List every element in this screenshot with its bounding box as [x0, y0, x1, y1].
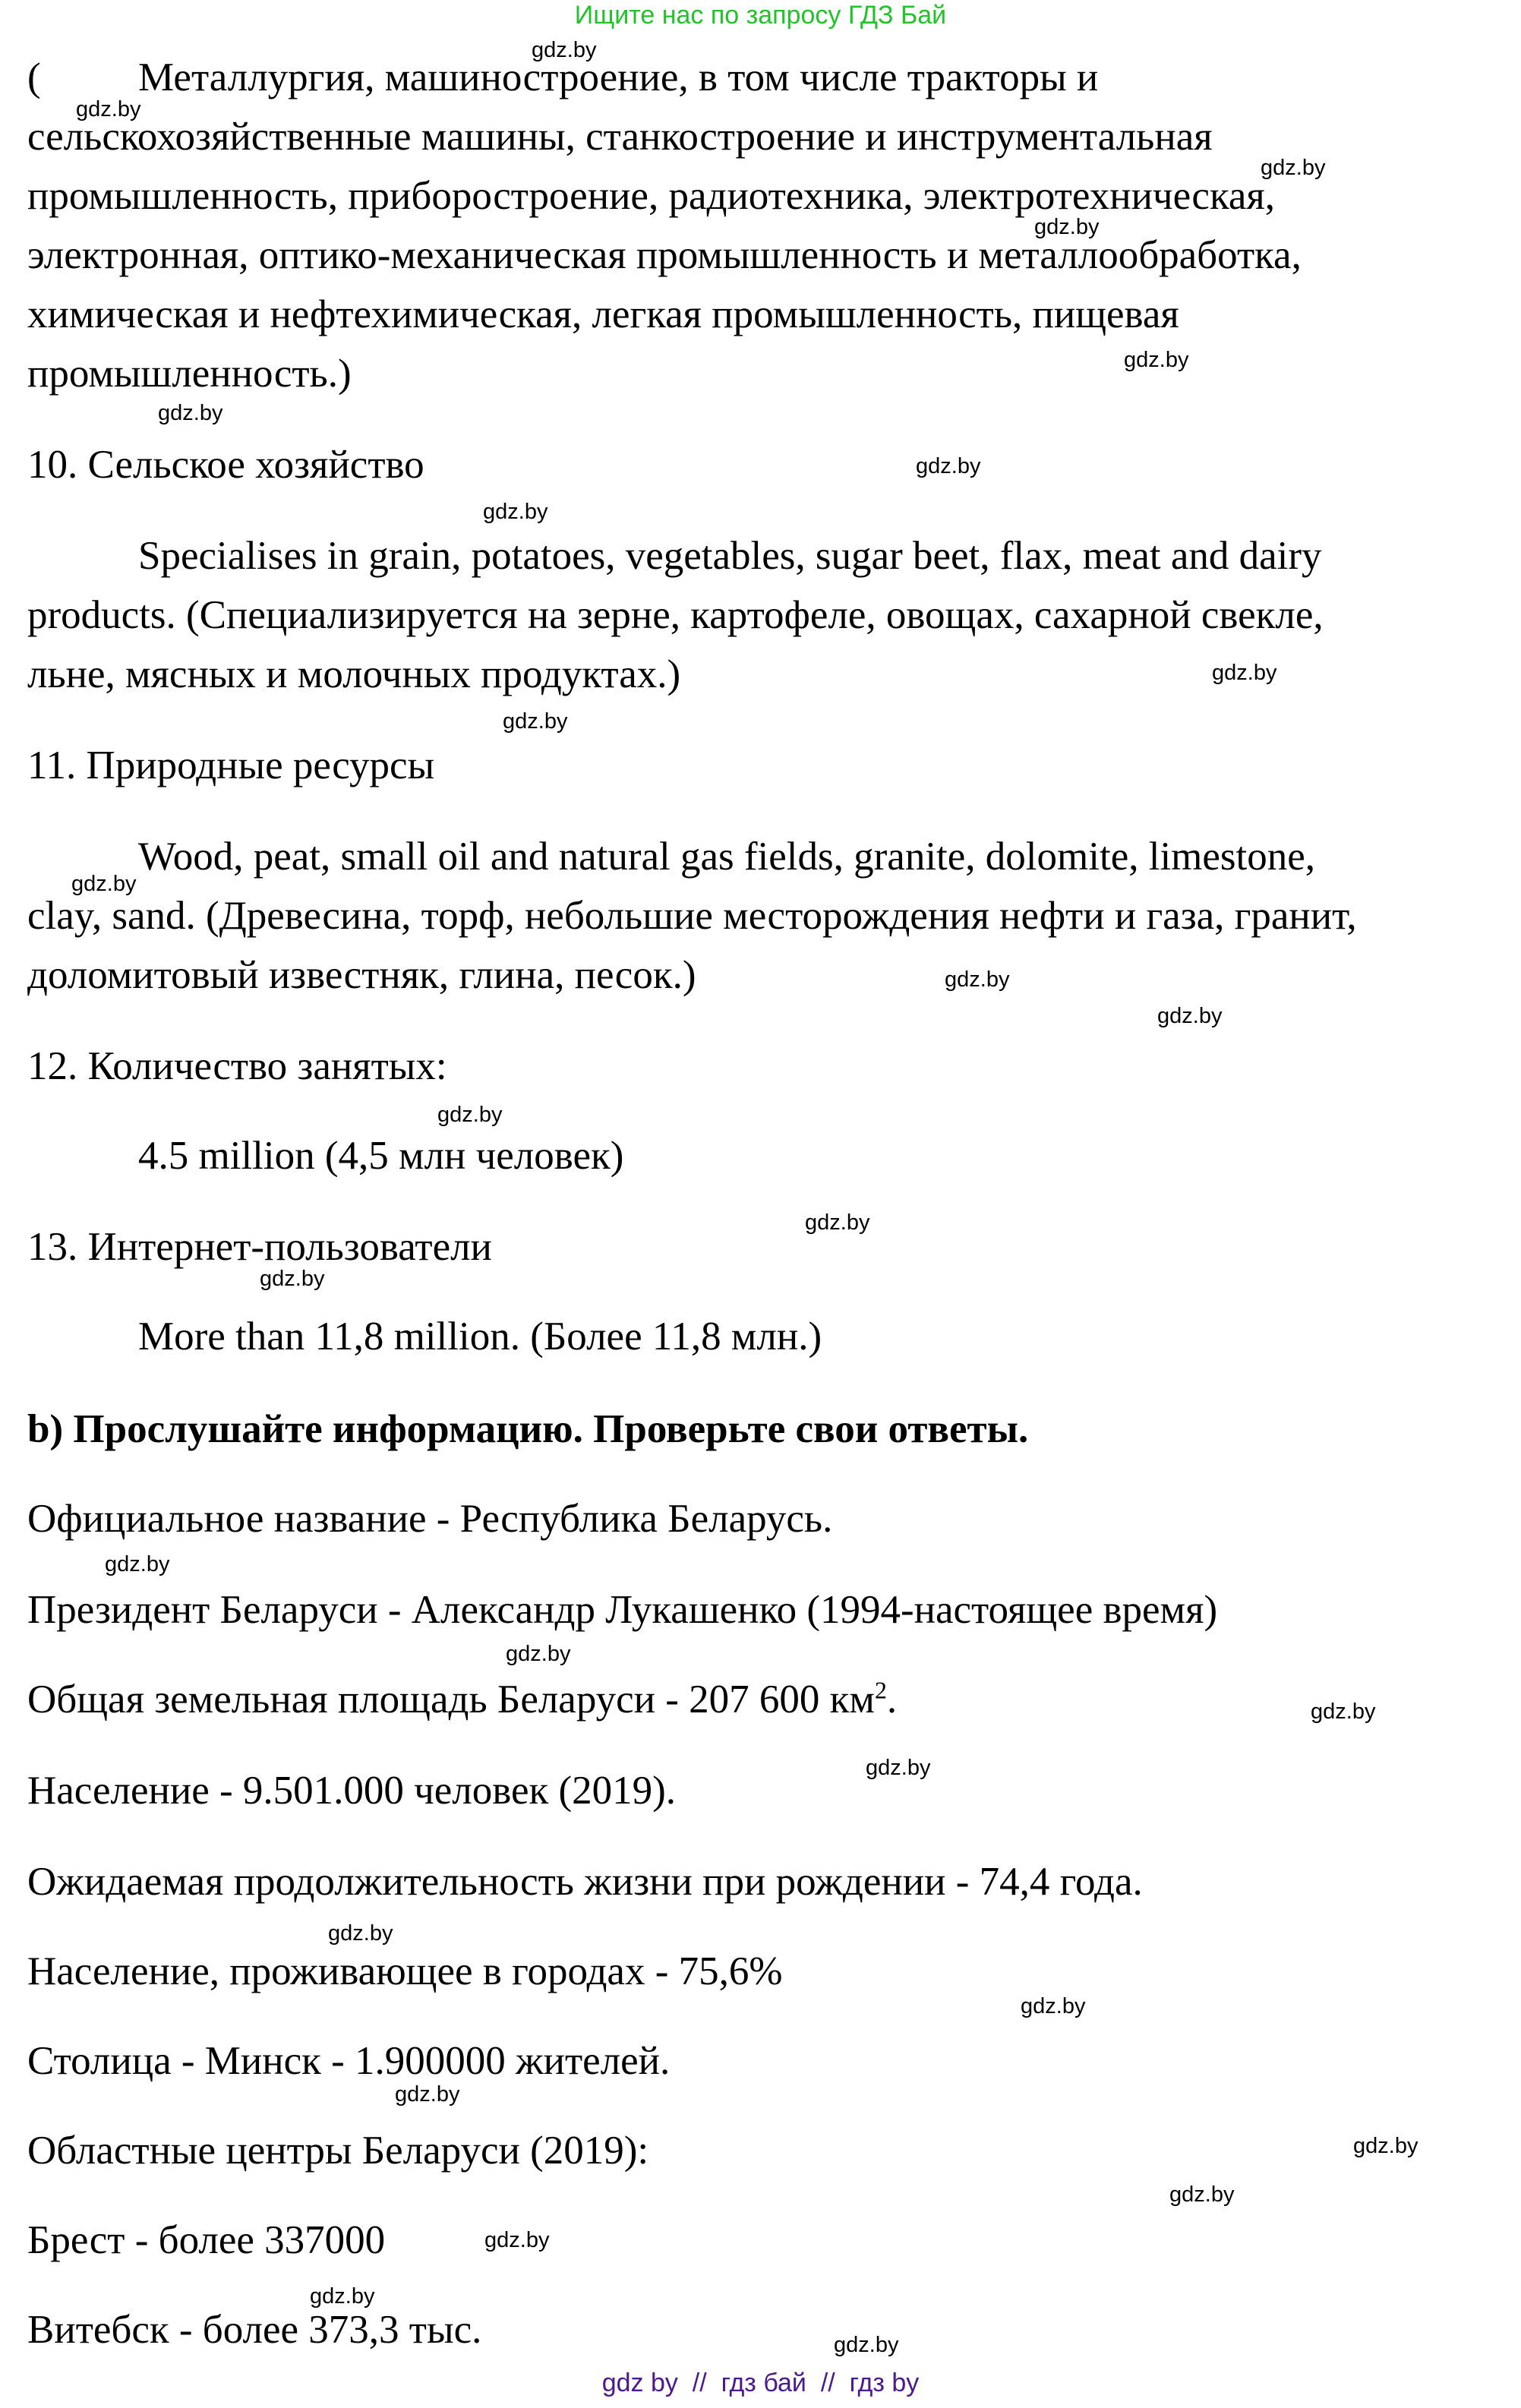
- watermark: gdz.by: [834, 2333, 899, 2357]
- fact-population: Население - 9.501.000 человек (2019).: [27, 1769, 677, 1813]
- fact-urban-population: Население, проживающее в городах - 75,6%: [27, 1949, 783, 1993]
- item-heading-internet-users: 13. Интернет-пользователи: [27, 1225, 492, 1269]
- watermark: gdz.by: [1212, 661, 1277, 685]
- watermark: gdz.by: [532, 38, 597, 62]
- watermark: gdz.by: [1169, 2182, 1235, 2207]
- fact-capital: Столица - Минск - 1.900000 жителей.: [27, 2039, 671, 2083]
- watermark: gdz.by: [1261, 156, 1326, 180]
- industry-paren-open: (: [27, 55, 41, 99]
- search-banner: Ищите нас по запросу ГДЗ Бай: [574, 1, 947, 30]
- watermark: gdz.by: [328, 1921, 393, 1946]
- watermark: gdz.by: [916, 454, 981, 478]
- watermark: gdz.by: [437, 1103, 503, 1127]
- industry-line: химическая и нефтехимическая, легкая промышленность, пищевая: [27, 292, 1179, 336]
- industry-line: промышленность.): [27, 352, 352, 396]
- agriculture-answer-line: льне, мясных и молочных продуктах.): [27, 652, 681, 696]
- watermark: gdz.by: [1021, 1994, 1086, 2018]
- watermark: gdz.by: [158, 401, 223, 425]
- watermark: gdz.by: [1124, 348, 1189, 372]
- watermark: gdz.by: [1157, 1004, 1223, 1028]
- area-suffix: .: [886, 1677, 898, 1722]
- watermark: gdz.by: [310, 2284, 375, 2309]
- watermark: gdz.by: [395, 2082, 460, 2107]
- watermark: gdz.by: [1034, 215, 1100, 239]
- agriculture-answer-line: products. (Специализируется на зерне, картофеле, овощах, сахарной свекле,: [27, 593, 1324, 637]
- internet-users-answer-line: More than 11,8 million. (Более 11,8 млн.): [138, 1314, 822, 1359]
- section-b-title: b) Прослушайте информацию. Проверьте свои ответы.: [27, 1407, 1029, 1451]
- watermark: gdz.by: [1353, 2134, 1418, 2158]
- fact-vitebsk: Витебск - более 373,3 тыс.: [27, 2308, 482, 2352]
- resources-answer-line: доломитовый известняк, глина, песок.): [27, 953, 696, 997]
- watermark: gdz.by: [503, 709, 568, 734]
- watermark: gdz.by: [483, 500, 548, 524]
- watermark: gdz.by: [484, 2228, 550, 2252]
- watermark: gdz.by: [260, 1267, 325, 1291]
- industry-line: сельскохозяйственные машины, станкостроение и инструментальная: [27, 115, 1213, 159]
- employment-answer-line: 4.5 million (4,5 млн человек): [138, 1134, 624, 1178]
- fact-life-expectancy: Ожидаемая продолжительность жизни при рождении - 74,4 года.: [27, 1860, 1143, 1904]
- industry-line: электронная, оптико-механическая промышленность и металлообработка,: [27, 233, 1302, 277]
- resources-answer-line: Wood, peat, small oil and natural gas fields, granite, dolomite, limestone,: [138, 835, 1316, 879]
- agriculture-answer-line: Specialises in grain, potatoes, vegetables, sugar beet, flax, meat and dairy: [138, 534, 1322, 578]
- fact-president: Президент Беларуси - Александр Лукашенко (1994-настоящее время): [27, 1588, 1218, 1632]
- watermark: gdz.by: [866, 1756, 931, 1780]
- watermark: gdz.by: [76, 97, 141, 122]
- item-heading-agriculture: 10. Сельское хозяйство: [27, 443, 424, 487]
- area-superscript: 2: [874, 1677, 887, 1704]
- industry-line: Металлургия, машиностроение, в том числе тракторы и: [138, 55, 1099, 99]
- item-heading-natural-resources: 11. Природные ресурсы: [27, 743, 435, 787]
- watermark: gdz.by: [945, 967, 1010, 992]
- watermark: gdz.by: [805, 1210, 870, 1235]
- fact-land-area: [27, 1675, 897, 1724]
- resources-answer-line: clay, sand. (Древесина, торф, небольшие месторождения нефти и газа, гранит,: [27, 894, 1357, 938]
- item-heading-employment: 12. Количество занятых:: [27, 1044, 447, 1088]
- watermark: gdz.by: [506, 1642, 571, 1666]
- watermark: gdz.by: [71, 872, 137, 896]
- industry-line: промышленность, приборостроение, радиотехника, электротехническая,: [27, 174, 1276, 218]
- watermark: gdz.by: [105, 1552, 170, 1576]
- fact-regional-centers-heading: Областные центры Беларуси (2019):: [27, 2129, 649, 2173]
- fact-land-area-text: Общая земельная площадь Беларуси - 207 600 км: [27, 1677, 875, 1722]
- watermark: gdz.by: [1311, 1699, 1376, 1724]
- fact-brest: Брест - более 337000: [27, 2218, 386, 2262]
- footer-links: gdz by // гдз бай // гдз by: [601, 2369, 920, 2397]
- fact-official-name: Официальное название - Республика Беларусь.: [27, 1497, 833, 1541]
